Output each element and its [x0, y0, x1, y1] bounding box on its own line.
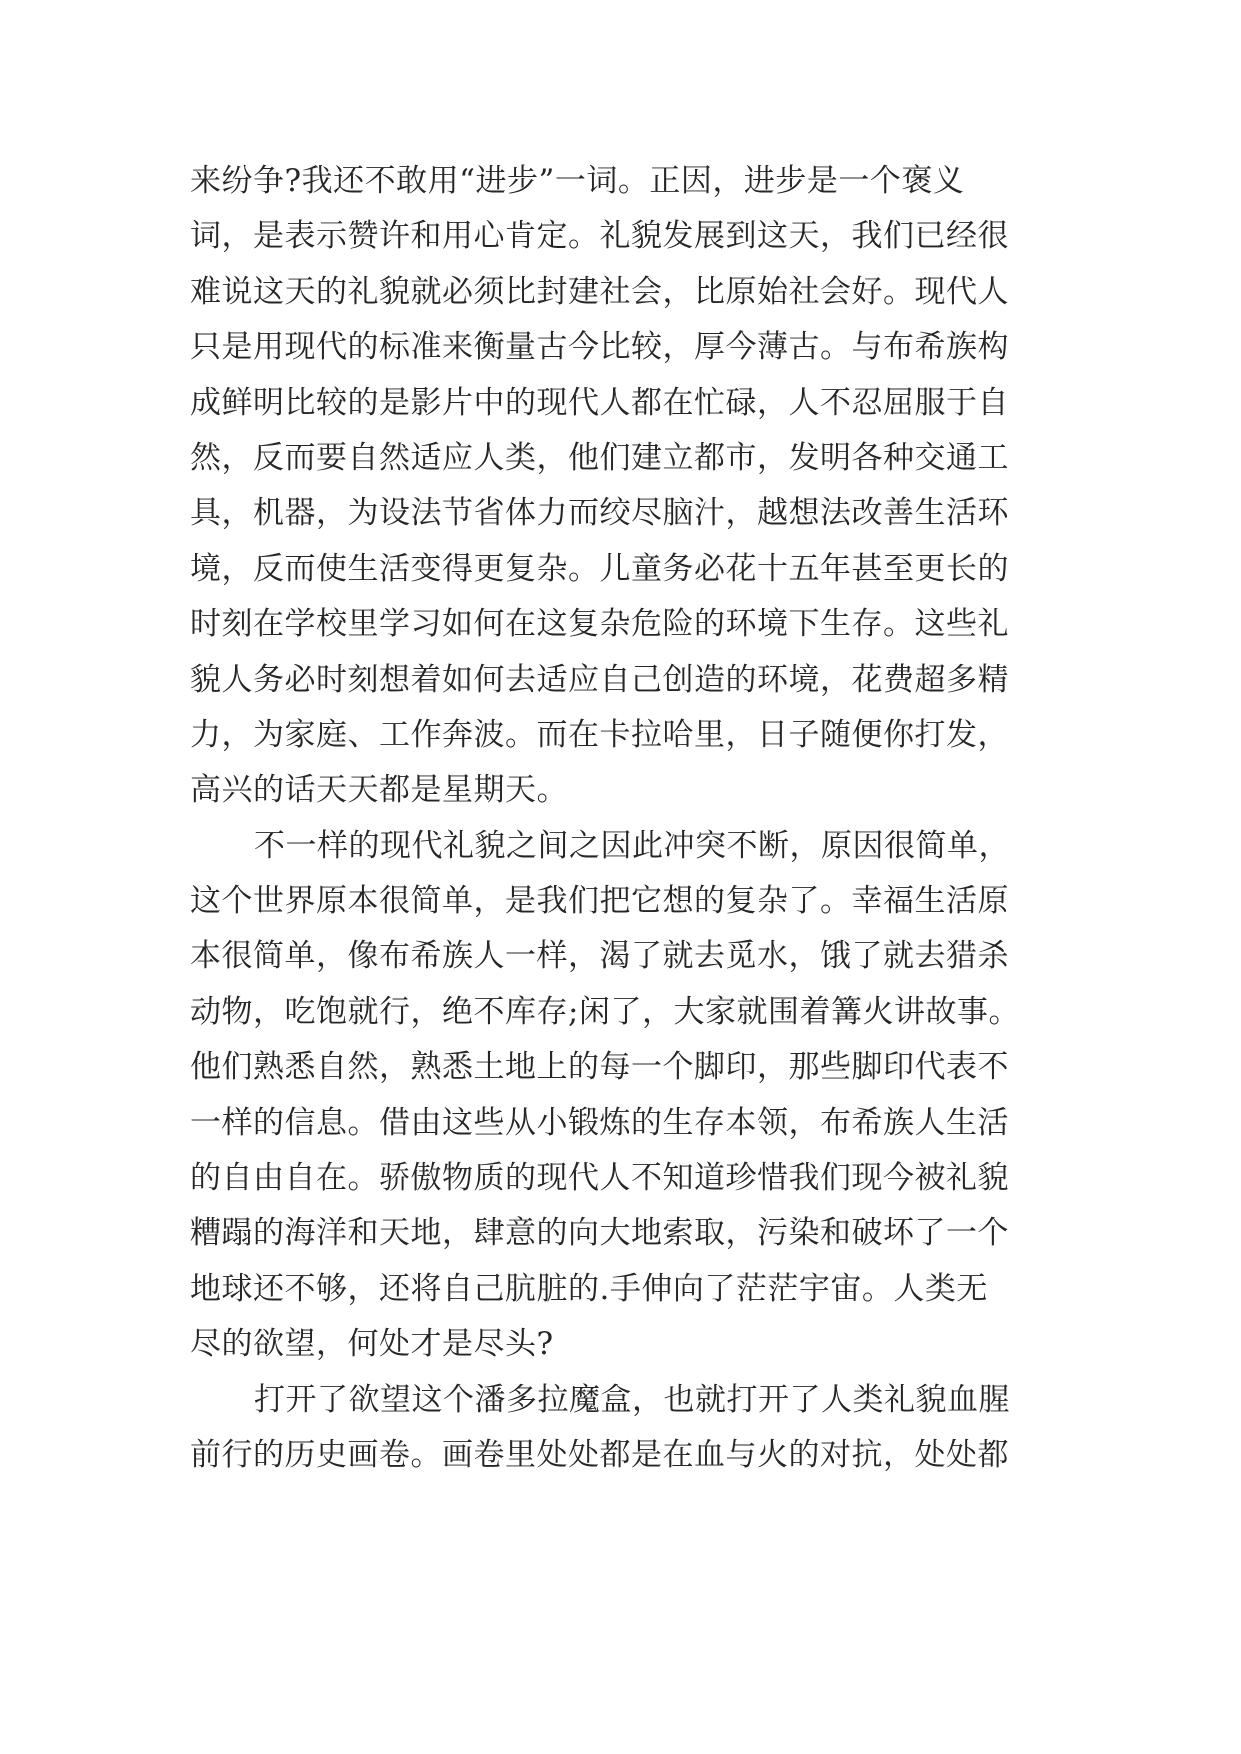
document-body: [190, 154, 1070, 1483]
text-line: 貌人务必时刻想着如何去适应自己创造的环境，花费超多精: [190, 661, 1009, 698]
text-line: 地球还不够，还将自己肮脏的.手伸向了茫茫宇宙。人类无: [190, 1270, 988, 1307]
text-line: 他们熟悉自然，熟悉土地上的每一个脚印，那些脚印代表不: [190, 1049, 1009, 1086]
text-line: 成鲜明比较的是影片中的现代人都在忙碌，人不忍屈服于自: [190, 384, 1009, 421]
text-line: 境，反而使生活变得更复杂。儿童务必花十五年甚至更长的: [190, 550, 1009, 587]
text-line: 尽的欲望，何处才是尽头?: [190, 1326, 554, 1363]
text-line: 来纷争?我还不敢用“进步”一词。正因，进步是一个褒义: [190, 163, 965, 199]
paragraph-2: [190, 819, 1070, 1373]
text-line: 本很简单，像布希族人一样，渴了就去觅水，饿了就去猎杀: [190, 938, 1009, 975]
text-line: 的自由自在。骄傲物质的现代人不知道珍惜我们现今被礼貌: [190, 1160, 1009, 1197]
paragraph-1: [190, 154, 1070, 819]
text-line: 不一样的现代礼貌之间之因此冲突不断，原因很简单，: [254, 827, 1010, 864]
text-line: 糟蹋的海洋和天地，肆意的向大地索取，污染和破坏了一个: [190, 1215, 1009, 1252]
text-line: 力，为家庭、工作奔波。而在卡拉哈里，日子随便你打发，: [190, 716, 1009, 753]
text-line: 词，是表示赞许和用心肯定。礼貌发展到这天，我们已经很: [190, 218, 1009, 255]
text-line: 这个世界原本很简单，是我们把它想的复杂了。幸福生活原: [190, 883, 1009, 920]
text-line: 前行的历史画卷。画卷里处处都是在血与火的对抗，处处都: [190, 1436, 1009, 1473]
text-line: 具，机器，为设法节省体力而绞尽脑汁，越想法改善生活环: [190, 495, 1009, 532]
text-line: 动物，吃饱就行，绝不库存;闲了，大家就围着篝火讲故事。: [190, 993, 1020, 1030]
text-line: 然，反而要自然适应人类，他们建立都市，发明各种交通工: [190, 439, 1009, 476]
text-line: 高兴的话天天都是星期天。: [190, 772, 568, 809]
text-line: 难说这天的礼貌就必须比封建社会，比原始社会好。现代人: [190, 273, 1009, 310]
text-line: 时刻在学校里学习如何在这复杂危险的环境下生存。这些礼: [190, 606, 1009, 643]
text-line: 只是用现代的标准来衡量古今比较，厚今薄古。与布希族构: [190, 329, 1009, 366]
text-line: 打开了欲望这个潘多拉魔盒，也就打开了人类礼貌血腥: [254, 1381, 1010, 1418]
text-line: 一样的信息。借由这些从小锻炼的生存本领，布希族人生活: [190, 1104, 1009, 1141]
paragraph-3: [190, 1373, 1070, 1484]
